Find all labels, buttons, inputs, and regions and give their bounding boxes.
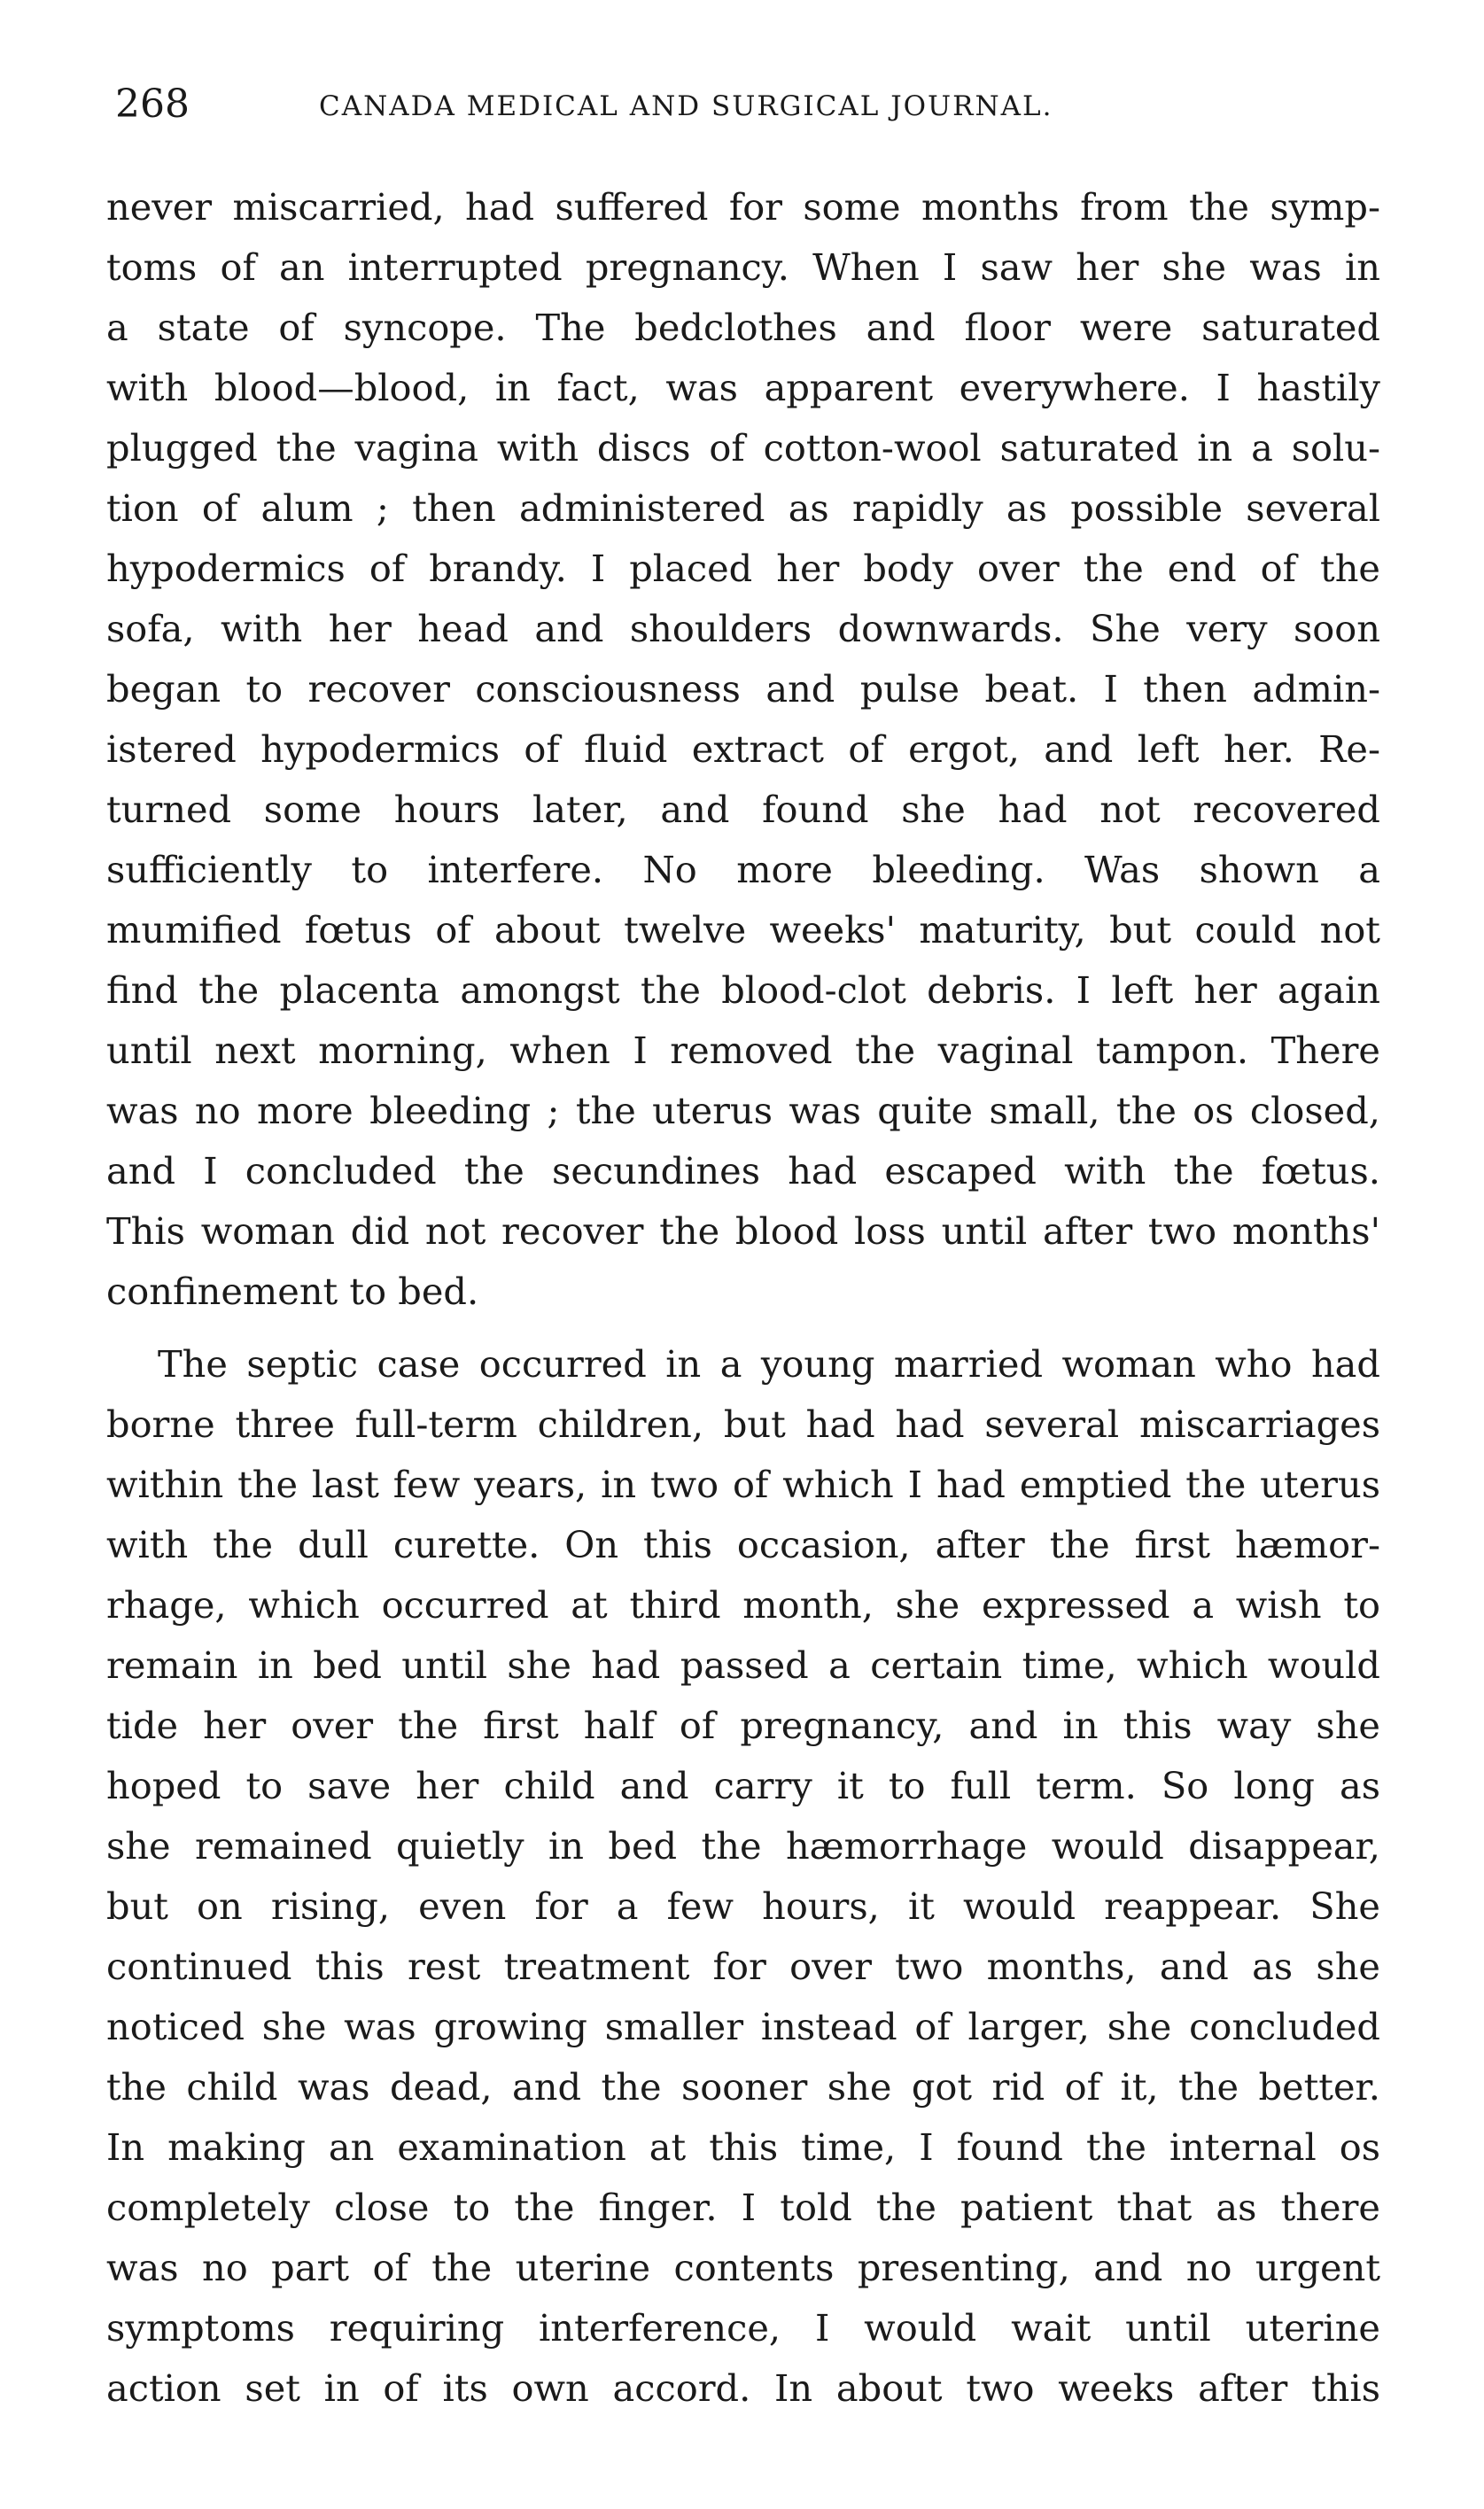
text-line: sufficiently to interfere. No more bleeding. Was shown a — [106, 848, 1380, 891]
text-line: but on rising, even for a few hours, it would reappear. She — [106, 1884, 1380, 1928]
text-line: tion of alum ; then administered as rapidly as possible several — [106, 486, 1380, 530]
text-line: with the dull curette. On this occasion, after the first hæmor- — [106, 1523, 1380, 1566]
text-line: In making an examination at this time, I found the internal os — [106, 2125, 1380, 2169]
text-line: mumified fœtus of about twelve weeks' maturity, but could not — [106, 908, 1380, 952]
text-line: the child was dead, and the sooner she got rid of it, the better. — [106, 2065, 1380, 2109]
text-line: This woman did not recover the blood loss until after two months' — [106, 1209, 1380, 1253]
text-line: hoped to save her child and carry it to full term. So long as — [106, 1764, 1380, 1807]
text-line: continued this rest treatment for over two months, and as she — [106, 1945, 1380, 1988]
text-line: find the placenta amongst the blood-clot debris. I left her again — [106, 968, 1380, 1012]
page-number: 268 — [115, 82, 190, 127]
text-line: with blood—blood, in fact, was apparent everywhere. I hastily — [106, 366, 1380, 409]
paragraph-case-hemorrhage — [106, 177, 1380, 1322]
body-text — [106, 177, 1380, 2419]
text-line: tide her over the first half of pregnancy, and in this way she — [106, 1704, 1380, 1747]
paragraph-septic-case — [106, 1334, 1380, 2419]
text-line: plugged the vagina with discs of cotton-wool saturated in a solu- — [106, 426, 1380, 470]
paragraph-gap — [106, 1322, 1380, 1334]
text-line: remain in bed until she had passed a certain time, which would — [106, 1643, 1380, 1687]
text-line: hypodermics of brandy. I placed her body over the end of the — [106, 547, 1380, 590]
text-line: began to recover consciousness and pulse beat. I then admin- — [106, 667, 1380, 711]
text-line: turned some hours later, and found she had not recovered — [106, 788, 1380, 831]
text-line: within the last few years, in two of which I had emptied the uterus — [106, 1463, 1380, 1506]
text-line: istered hypodermics of fluid extract of ergot, and left her. Re- — [106, 727, 1380, 771]
text-line: noticed she was growing smaller instead of larger, she concluded — [106, 2005, 1380, 2048]
text-line: confinement to bed. — [106, 1270, 479, 1313]
text-line: was no more bleeding ; the uterus was quite small, the os closed, — [106, 1089, 1380, 1132]
text-line: and I concluded the secundines had escaped with the fœtus. — [106, 1149, 1380, 1192]
text-line: borne three full-term children, but had had several miscarriages — [106, 1402, 1380, 1446]
text-line: The septic case occurred in a young married woman who had — [158, 1342, 1380, 1386]
text-line: a state of syncope. The bedclothes and floor were saturated — [106, 306, 1380, 349]
journal-title: CANADA MEDICAL AND SURGICAL JOURNAL. — [319, 90, 1053, 122]
text-line: action set in of its own accord. In about two weeks after this — [106, 2366, 1380, 2410]
text-line: rhage, which occurred at third month, she expressed a wish to — [106, 1583, 1380, 1627]
text-line: until next morning, when I removed the vaginal tampon. There — [106, 1029, 1380, 1072]
text-line: toms of an interrupted pregnancy. When I saw her she was in — [106, 245, 1380, 289]
text-line: sofa, with her head and shoulders downwards. She very soon — [106, 607, 1380, 650]
text-line: never miscarried, had suffered for some months from the symp- — [106, 185, 1380, 229]
text-line: was no part of the uterine contents presenting, and no urgent — [106, 2246, 1380, 2289]
running-head — [115, 78, 1373, 131]
text-line: she remained quietly in bed the hæmorrhage would disappear, — [106, 1824, 1380, 1868]
text-line: symptoms requiring interference, I would wait until uterine — [106, 2306, 1380, 2350]
text-line: completely close to the finger. I told the patient that as there — [106, 2186, 1380, 2229]
